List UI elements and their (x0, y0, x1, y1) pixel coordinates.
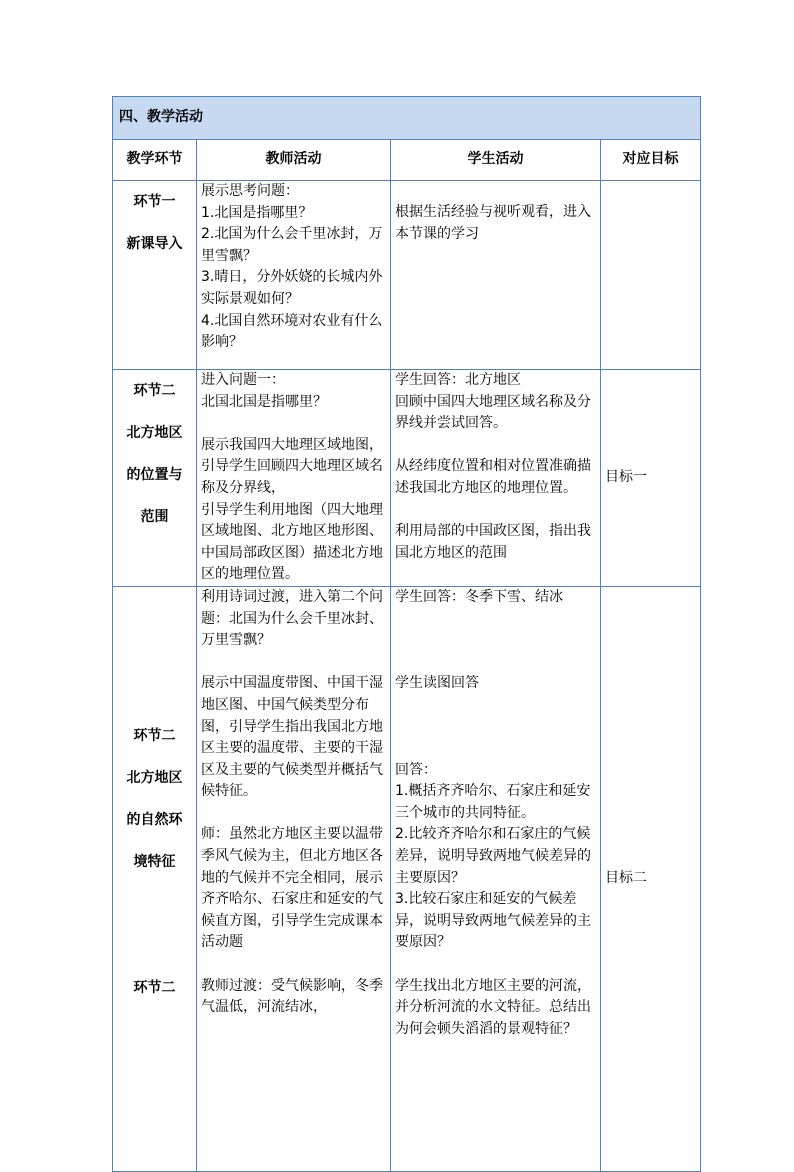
stage-cell (113, 370, 197, 587)
student-line: 回答： (395, 761, 437, 778)
stage-cell (113, 181, 197, 370)
student-line: 学生找出北方地区主要的河流，并分析河流的水文特征。总结出为何会顿失滔滔的景观特征？ (395, 977, 591, 1037)
teacher-cell (197, 586, 391, 1171)
student-cell (391, 586, 601, 1171)
student-line: 3.比较石家庄和延安的气候差异，说明导致两地气候差异的主要原因？ (395, 891, 591, 951)
header-target: 对应目标 (601, 140, 701, 181)
target-cell: 目标二 (601, 586, 701, 1171)
student-line (395, 695, 596, 717)
teacher-line: 北国北国是指哪里？ (201, 393, 327, 410)
teacher-line: 展示中国温度带图、中国干湿地区图、中国气候类型分布图，引导学生指出我国北方地区主要的温度带、主要的干湿区及主要的气候类型并概括气候特征。 (201, 675, 383, 800)
teacher-line: 2.北国为什么会千里冰封，万里雪飘？ (201, 226, 383, 264)
stage-line: 的自然环 (126, 811, 183, 828)
teacher-line: 教师过渡：受气候影响，冬季气温低，河流结冰， (201, 977, 383, 1016)
student-line: 1.概括齐齐哈尔、石家庄和延安三个城市的共同特征。 (395, 783, 591, 821)
student-line: 学生回答：北方地区 (395, 372, 521, 388)
table-row (113, 370, 701, 587)
student-line: 回顾中国四大地理区域名称及分界线并尝试回答。 (395, 393, 591, 432)
stage-line: 范围 (140, 509, 169, 525)
stage-line (117, 883, 192, 925)
student-line (395, 435, 596, 457)
student-line (395, 954, 596, 976)
teacher-cell (197, 370, 391, 587)
student-line: 根据生活经验与视听观看，进入本节课的学习 (395, 204, 591, 242)
student-line (395, 738, 596, 760)
teacher-line: 4.北国自然环境对农业有什么影响？ (201, 312, 383, 351)
teacher-cell (197, 181, 391, 370)
student-line (395, 500, 596, 522)
teacher-line: 展示我国四大地理区域地图，引导学生回顾四大地理区域名称及分界线， (201, 436, 383, 496)
student-line (395, 630, 596, 652)
stage-line: 北方地区 (126, 769, 183, 786)
header-student: 学生活动 (391, 140, 601, 181)
stage-line: 新课导入 (126, 236, 183, 252)
target-cell (601, 181, 701, 370)
teaching-activities-table (112, 96, 701, 1172)
stage-line: 境特征 (133, 853, 176, 870)
teacher-line: 展示思考问题： (201, 183, 299, 199)
stage-line: 环节二 (133, 727, 176, 744)
stage-line: 的位置与 (126, 467, 183, 483)
teacher-line: 进入问题一： (201, 372, 285, 388)
header-row (113, 140, 701, 181)
student-line (395, 609, 596, 631)
student-cell (391, 370, 601, 587)
table-row (113, 586, 701, 1171)
teacher-line: 3.晴日，分外妖娆的长城内外实际景观如何？ (201, 269, 383, 307)
target-cell: 目标一 (601, 370, 701, 587)
stage-line: 环节二 (133, 383, 176, 399)
student-line: 从经纬度位置和相对位置准确描述我国北方地区的地理位置。 (395, 458, 591, 496)
student-cell (391, 181, 601, 370)
stage-line: 环节一 (133, 194, 176, 210)
section-title: 四、教学活动 (113, 97, 701, 140)
stage-line (117, 925, 192, 967)
stage-line: 环节二 (133, 979, 176, 996)
header-teacher: 教师活动 (197, 140, 391, 181)
teacher-line (201, 652, 386, 674)
teacher-line (201, 954, 386, 976)
teacher-line (201, 803, 386, 825)
student-line: 学生读图回答 (395, 675, 479, 692)
teacher-line: 引导学生利用地图（四大地理区域地图、北方地区地形图、中国局部政区图）描述北方地区的地理位置。 (201, 501, 383, 583)
student-line: 学生回答：冬季下雪、结冰 (395, 588, 563, 605)
stage-line: 北方地区 (126, 425, 183, 441)
teacher-line (201, 413, 386, 435)
teacher-line: 利用诗词过渡，进入第二个问题：北国为什么会千里冰封、万里雪飘？ (201, 588, 383, 649)
student-line (395, 652, 596, 674)
teacher-line: 师：虽然北方地区主要以温带季风气候为主，但北方地区各地的气候并不完全相同，展示齐齐哈尔、石家庄和延安的气候直方图，引导学生完成课本活动题 (201, 826, 383, 951)
student-line: 利用局部的中国政区图，指出我国北方地区的范围 (395, 523, 591, 561)
stage-cell (113, 586, 197, 1171)
table-row (113, 181, 701, 370)
header-stage: 教学环节 (113, 140, 197, 181)
section-row (113, 97, 701, 140)
teacher-line: 1.北国是指哪里？ (201, 204, 313, 221)
student-line (395, 717, 596, 739)
student-line: 2.比较齐齐哈尔和石家庄的气候差异，说明导致两地气候差异的主要原因？ (395, 826, 591, 886)
